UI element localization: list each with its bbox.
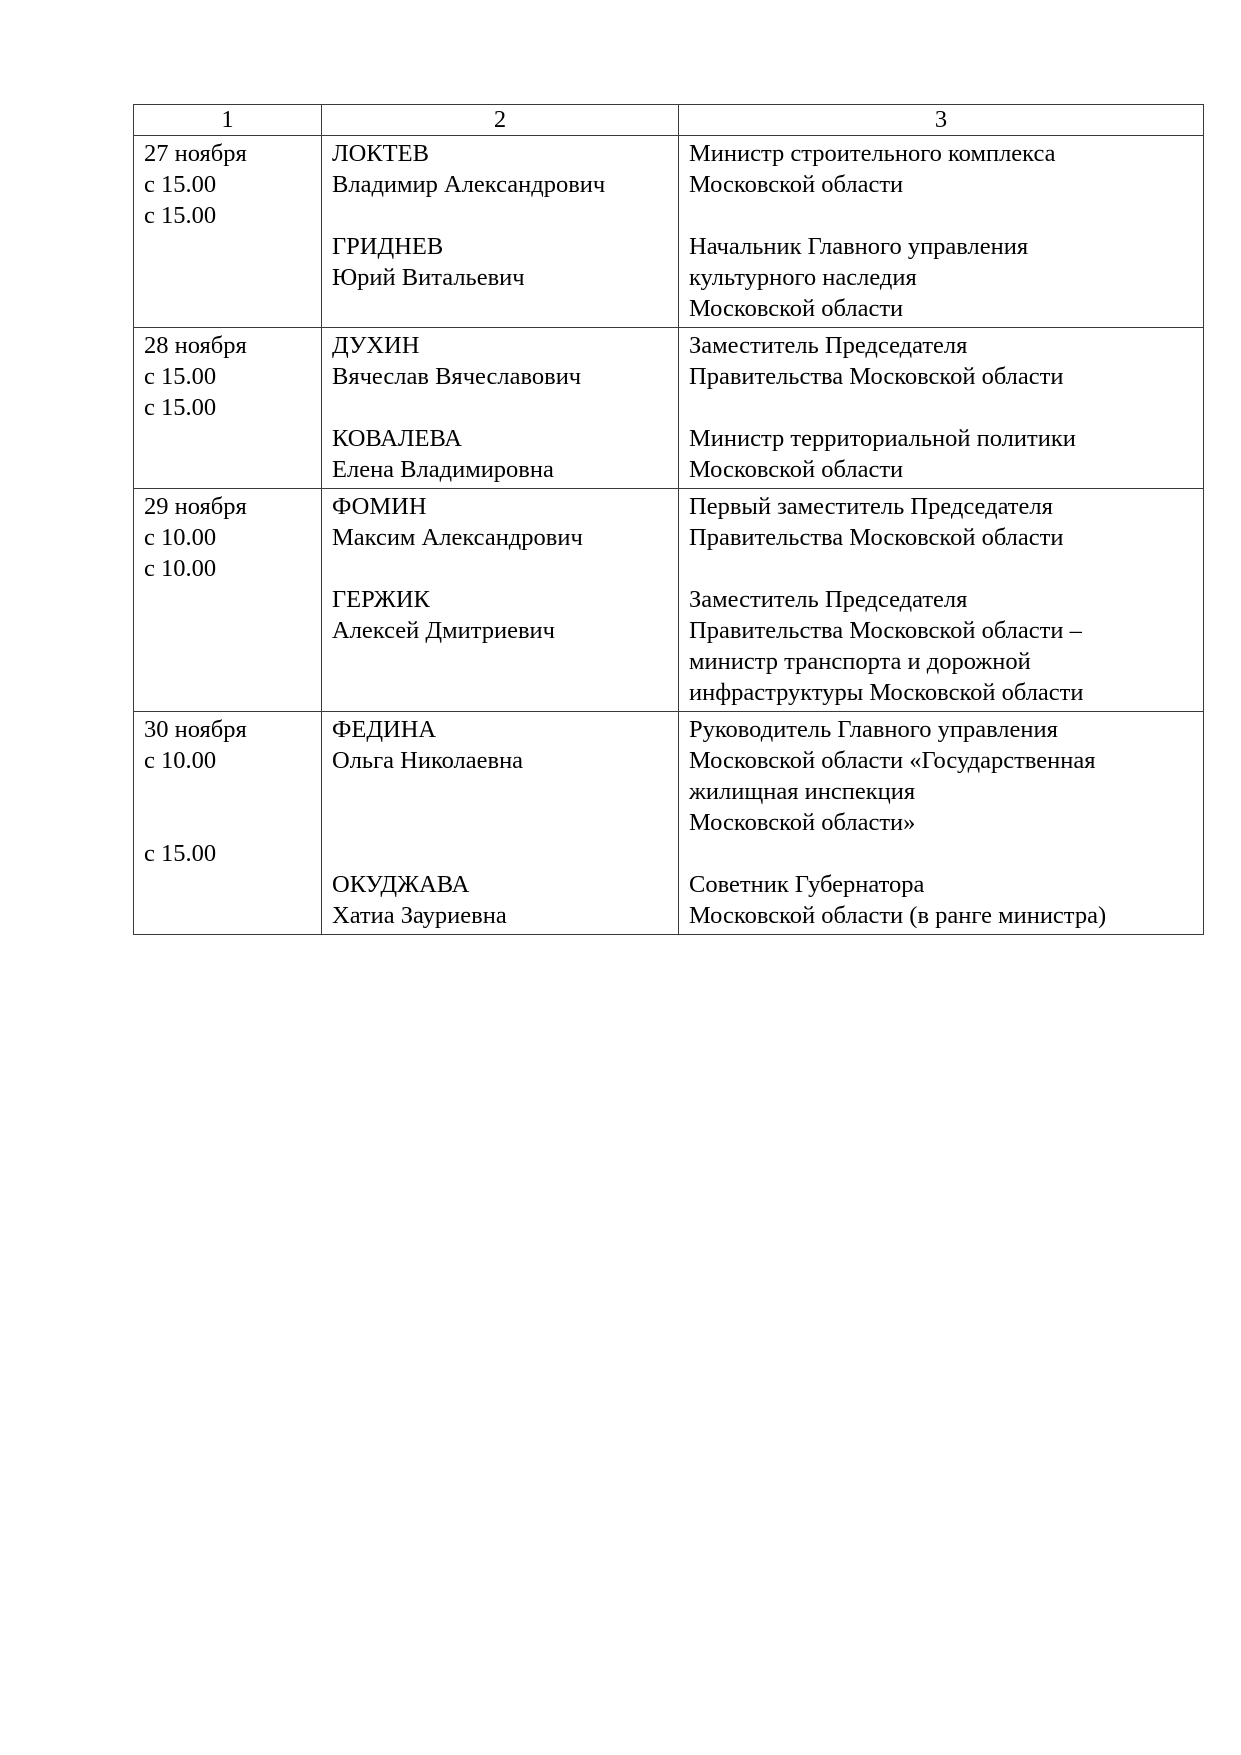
table-row (134, 136, 1204, 328)
schedule-entry-person (332, 869, 668, 931)
schedule-entry-position (689, 491, 1193, 553)
reception-schedule-table (133, 104, 1204, 935)
position-line: Правительства Московской области (689, 524, 1064, 551)
position-line: Московской области «Государственная (689, 747, 1096, 774)
reception-date: 30 ноября (144, 716, 247, 743)
schedule-entry-time (144, 553, 311, 677)
schedule-entry-person (332, 330, 668, 392)
person-surname: ЛОКТЕВ (332, 140, 429, 167)
position-line: Руководитель Главного управления (689, 716, 1058, 743)
position-line: жилищная инспекция (689, 778, 916, 805)
person-surname: ОКУДЖАВА (332, 871, 470, 898)
reception-time: с 15.00 (144, 202, 217, 229)
schedule-entry-person (332, 423, 668, 485)
schedule-entry-person (332, 584, 668, 708)
person-cell (322, 489, 679, 712)
position-line: Заместитель Председателя (689, 332, 968, 359)
schedule-entry-time (144, 330, 311, 392)
column-header-3: 3 (679, 105, 1204, 136)
date-time-cell (134, 328, 322, 489)
reception-date: 28 ноября (144, 332, 247, 359)
position-line: Правительства Московской области (689, 363, 1064, 390)
reception-date: 27 ноября (144, 140, 247, 167)
position-line: Министр территориальной политики (689, 425, 1076, 452)
reception-time: с 15.00 (144, 363, 217, 390)
position-line: Московской области (689, 295, 904, 322)
person-surname: ФЕДИНА (332, 716, 437, 743)
header-row (134, 105, 1204, 136)
position-line: Советник Губернатора (689, 871, 925, 898)
person-surname: ГРИДНЕВ (332, 233, 444, 260)
reception-time: с 15.00 (144, 840, 217, 867)
schedule-entry-position (689, 869, 1193, 931)
person-given-names: Максим Александрович (332, 524, 583, 551)
position-line: Московской области (в ранге министра) (689, 902, 1107, 929)
person-cell (322, 328, 679, 489)
schedule-entry-person (332, 491, 668, 553)
reception-time: с 10.00 (144, 555, 217, 582)
schedule-entry-position (689, 330, 1193, 392)
position-cell (679, 136, 1204, 328)
person-cell (322, 136, 679, 328)
schedule-entry-time (144, 491, 311, 553)
person-given-names: Юрий Витальевич (332, 264, 525, 291)
date-time-cell (134, 489, 322, 712)
position-line: Начальник Главного управления (689, 233, 1029, 260)
person-given-names: Елена Владимировна (332, 456, 554, 483)
schedule-entry-time (144, 200, 311, 293)
position-line: инфраструктуры Московской области (689, 679, 1084, 706)
date-time-cell (134, 136, 322, 328)
reception-time: с 10.00 (144, 747, 217, 774)
person-given-names: Алексей Дмитриевич (332, 617, 555, 644)
position-cell (679, 712, 1204, 935)
column-header-1: 1 (134, 105, 322, 136)
column-header-2: 2 (322, 105, 679, 136)
position-line: Московской области (689, 456, 904, 483)
schedule-entry-person (332, 138, 668, 200)
position-line: Московской области» (689, 809, 916, 836)
schedule-entry-person (332, 231, 668, 324)
person-surname: КОВАЛЕВА (332, 425, 462, 452)
position-line: Первый заместитель Председателя (689, 493, 1053, 520)
position-cell (679, 328, 1204, 489)
table-row (134, 489, 1204, 712)
position-cell (679, 489, 1204, 712)
reception-time: с 15.00 (144, 171, 217, 198)
position-line: Министр строительного комплекса (689, 140, 1056, 167)
schedule-entry-time (144, 714, 311, 838)
person-surname: ДУХИН (332, 332, 420, 359)
position-line: Московской области (689, 171, 904, 198)
date-time-cell (134, 712, 322, 935)
person-given-names: Хатиа Зауриевна (332, 902, 507, 929)
person-surname: ГЕРЖИК (332, 586, 430, 613)
person-surname: ФОМИН (332, 493, 427, 520)
reception-time: с 10.00 (144, 524, 217, 551)
schedule-entry-position (689, 584, 1193, 708)
person-given-names: Владимир Александрович (332, 171, 606, 198)
schedule-entry-time (144, 138, 311, 200)
schedule-entry-position (689, 138, 1193, 200)
reception-time: с 15.00 (144, 394, 217, 421)
schedule-entry-position (689, 231, 1193, 324)
schedule-entry-position (689, 423, 1193, 485)
schedule-entry-person (332, 714, 668, 838)
schedule-entry-time (144, 838, 311, 900)
person-given-names: Вячеслав Вячеславович (332, 363, 582, 390)
person-given-names: Ольга Николаевна (332, 747, 524, 774)
position-line: Правительства Московской области – (689, 617, 1082, 644)
table-row (134, 328, 1204, 489)
position-line: культурного наследия (689, 264, 917, 291)
schedule-entry-time (144, 392, 311, 454)
person-cell (322, 712, 679, 935)
reception-date: 29 ноября (144, 493, 247, 520)
position-line: Заместитель Председателя (689, 586, 968, 613)
schedule-entry-position (689, 714, 1193, 838)
table-row (134, 712, 1204, 935)
position-line: министр транспорта и дорожной (689, 648, 1031, 675)
